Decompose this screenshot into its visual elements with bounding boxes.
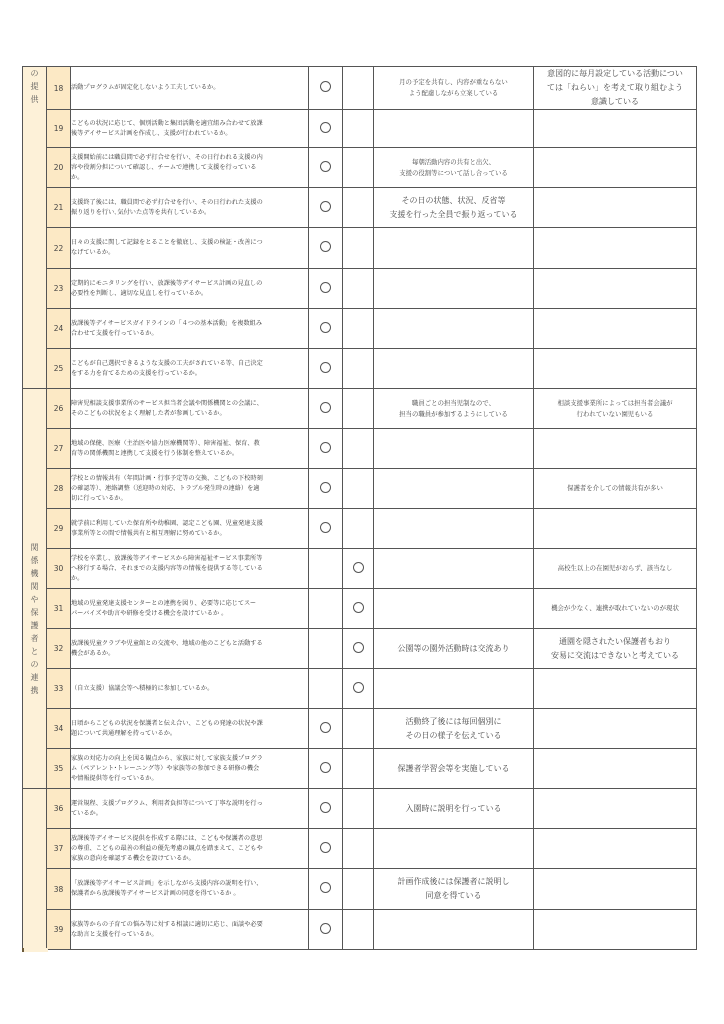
section-label-char: 者 [30, 633, 39, 643]
item-number: 21 [47, 188, 71, 228]
table-row [23, 269, 697, 309]
yes-check-cell[interactable] [309, 789, 343, 829]
yes-check-cell[interactable] [309, 269, 343, 309]
section-label-char: 機 [30, 568, 39, 578]
no-check-cell[interactable] [343, 309, 374, 349]
table-row [23, 67, 697, 110]
improvement-text [374, 589, 534, 629]
improvement-text [374, 429, 534, 469]
table-row [23, 910, 697, 950]
yes-check-cell[interactable] [309, 188, 343, 228]
text-line: 後等デイサービス計画を作成し、支援が行われているか。 [71, 129, 232, 137]
circle-mark-icon [320, 882, 331, 893]
text-line: 放課後児童クラブや児童館との交流や、地域の他のこどもと活動する [71, 639, 263, 647]
improvement-text [374, 309, 534, 349]
remarks-text [534, 869, 697, 910]
text-line: 保護者を介しての情報共有が多い [567, 484, 663, 492]
item-number: 28 [47, 469, 71, 509]
question-text [71, 429, 309, 469]
text-line: 入園時に説明を行っている [405, 803, 502, 813]
text-line: 学校を卒業し、放課後等デイサービスから障害福祉サービス事業所等 [71, 554, 263, 562]
circle-mark-icon [320, 201, 331, 212]
text-line: 同意を得ている [425, 891, 482, 900]
circle-mark-icon [353, 562, 364, 573]
text-line: 家族の意向を確認する機会を設けているか。 [71, 854, 195, 862]
improvement-text [374, 110, 534, 148]
remarks-text [534, 509, 697, 549]
circle-mark-icon [320, 161, 331, 172]
text-line: をする力を育てるための支援を行っているか。 [71, 369, 201, 377]
text-line: へ移行する場合、それまでの支援内容等の情報を提供する等している [71, 564, 263, 572]
yes-check-cell[interactable] [309, 349, 343, 389]
item-number: 36 [47, 789, 71, 829]
remarks-text [534, 349, 697, 389]
text-line: 月の予定を共有し、内容が重ならない [399, 78, 508, 86]
text-line: 合わせて支援を行っているか。 [71, 329, 158, 337]
text-line: その日の状態、状況、反省等 [401, 195, 506, 205]
text-line: 保護者学習会等を実施している [397, 763, 510, 773]
item-number: 30 [47, 549, 71, 589]
text-line: ては「ねらい」を考えて取り組むよう [547, 83, 683, 92]
improvement-text [374, 629, 534, 669]
circle-mark-icon [320, 282, 331, 293]
no-check-cell[interactable] [343, 67, 374, 110]
item-number: 37 [47, 829, 71, 869]
yes-check-cell[interactable] [309, 910, 343, 950]
circle-mark-icon [320, 122, 331, 133]
question-text [71, 749, 309, 789]
text-line: の確認等）、連絡調整（送迎時の対応、トラブル発生時の連絡）を適 [71, 484, 260, 492]
improvement-text [374, 910, 534, 950]
circle-mark-icon [320, 522, 331, 533]
text-line: こどもが自己選択できるような支援の工夫がされている等、自己決定 [71, 359, 263, 367]
circle-mark-icon [320, 241, 331, 252]
text-line: 機会があるか。 [71, 649, 115, 657]
table-row [23, 549, 697, 589]
text-line: なげているか。 [71, 249, 115, 256]
improvement-text [374, 789, 534, 829]
yes-check-cell[interactable] [309, 589, 343, 629]
improvement-text [374, 829, 534, 869]
no-check-cell[interactable] [343, 389, 374, 429]
text-line: パーバイズや助言や研修を受ける機会を設けているか 。 [71, 609, 228, 617]
section-label-char: 供 [30, 95, 39, 104]
improvement-text [374, 349, 534, 389]
yes-check-cell[interactable] [309, 148, 343, 188]
text-line: 学校との情報共有（年間計画・行事予定等の交換、こどもの下校時刻 [71, 474, 263, 482]
question-text [71, 269, 309, 309]
no-check-cell[interactable] [343, 549, 374, 589]
question-text [71, 67, 309, 110]
text-line: 定期的にモニタリングを行い、放課後等デイサービス計画の見直しの [71, 279, 263, 287]
text-line: 容や役割分担について確認し、チームで連携して支援を行っている [71, 163, 257, 171]
text-line: 意識している [591, 97, 639, 106]
item-number: 35 [47, 749, 71, 789]
improvement-text [374, 188, 534, 228]
section-label-char: 提 [30, 82, 39, 91]
question-text [71, 110, 309, 148]
text-line: 支援終了後には、職員間で必ず打合せを行い、その日行われた支援の [71, 198, 263, 206]
circle-mark-icon [320, 923, 331, 934]
no-check-cell[interactable] [343, 509, 374, 549]
text-line: 地域の保健、医療（主治医や協力医療機関等）、障害福祉、保育、教 [71, 439, 260, 447]
text-line: 行われていない園児もいる [576, 409, 654, 418]
text-line: 活動終了後には毎回個別に [405, 716, 502, 726]
text-line: 必要性を判断し、適切な見直しを行っているか。 [71, 289, 208, 297]
section-label-char: 係 [30, 555, 39, 565]
improvement-text [374, 228, 534, 269]
table-row [23, 188, 697, 228]
section-label-cell [23, 389, 47, 789]
text-line: 担当の職員が参加するようにしている [399, 409, 508, 418]
text-line: そのこどもの状況をよく理解した者が参画しているか。 [71, 409, 226, 417]
circle-mark-icon [353, 682, 364, 693]
table-row [23, 509, 697, 549]
text-line: 支援の役割等について話し合っている [399, 168, 508, 177]
question-text [71, 389, 309, 429]
question-text [71, 789, 309, 829]
yes-check-cell[interactable] [309, 509, 343, 549]
table-row [23, 829, 697, 869]
text-line: 公園等の園外活動時は交流あり [397, 643, 510, 653]
improvement-text [374, 269, 534, 309]
item-number: 18 [47, 67, 71, 110]
no-check-cell[interactable] [343, 910, 374, 950]
improvement-text [374, 389, 534, 429]
section-label-char: 携 [30, 685, 39, 695]
item-number: 19 [47, 110, 71, 148]
circle-mark-icon [320, 482, 331, 493]
yes-check-cell[interactable] [309, 869, 343, 910]
yes-check-cell[interactable] [309, 669, 343, 709]
no-check-cell[interactable] [343, 669, 374, 709]
no-check-cell[interactable] [343, 110, 374, 148]
remarks-text [534, 188, 697, 228]
yes-check-cell[interactable] [309, 67, 343, 110]
remarks-text [534, 469, 697, 509]
section-label-char: 連 [30, 672, 39, 682]
section-label-char: 関 [30, 581, 39, 591]
yes-check-cell[interactable] [309, 389, 343, 429]
table-row [23, 148, 697, 188]
text-line: こどもの状況に応じて、個別活動と集団活動を適宜組み合わせて放課 [71, 119, 263, 127]
remarks-text [534, 589, 697, 629]
table-row [23, 228, 697, 269]
yes-check-cell[interactable] [309, 549, 343, 589]
text-line: 職員ごとの担当児制なので、 [412, 398, 495, 407]
text-line: 放課後等デイサービス提供を作成する際には、こどもや保護者の意思 [71, 834, 263, 842]
no-check-cell[interactable] [343, 749, 374, 789]
text-line: 通園を隠されたい保護者もおり [559, 636, 671, 646]
text-line: 支援開始前には職員間で必ず打合せを行い、その日行われる支援の内 [71, 153, 263, 161]
text-line: 安易に交流はできないと考えている [551, 650, 679, 660]
no-check-cell[interactable] [343, 629, 374, 669]
question-text [71, 709, 309, 749]
no-check-cell[interactable] [343, 829, 374, 869]
text-line: 意図的に毎月設定している活動につい [547, 69, 683, 78]
no-check-cell[interactable] [343, 228, 374, 269]
question-text [71, 469, 309, 509]
improvement-text [374, 709, 534, 749]
text-line: ム（ペアレント･トレーニング等）や家族等の参加できる研修の機会 [71, 764, 260, 772]
question-text [71, 509, 309, 549]
text-line: 高校生以上の在園児がおらず、該当なし [557, 564, 673, 572]
no-check-cell[interactable] [343, 709, 374, 749]
circle-mark-icon [320, 802, 331, 813]
evaluation-table [22, 66, 697, 950]
circle-mark-icon [320, 322, 331, 333]
table-row [23, 789, 697, 829]
text-line: （自立支援）協議会等へ積極的に参加しているか。 [71, 684, 214, 692]
text-line: 振り返りを行い､気付いた点等を共有しているか。 [71, 208, 211, 216]
section-label-char: と [30, 646, 39, 656]
text-line: 計画作成後には保護者に説明し [397, 877, 510, 886]
item-number: 38 [47, 869, 71, 910]
remarks-text [534, 269, 697, 309]
text-line: 「放課後等デイサービス計画」を示しながら支援内容の説明を行い、 [71, 880, 263, 887]
question-text [71, 910, 309, 950]
remarks-text [534, 110, 697, 148]
text-line: か。 [71, 173, 84, 181]
text-line: 障害児相談支援事業所のサービス担当者会議や関係機関との会議に、 [71, 399, 263, 407]
table-row [23, 749, 697, 789]
improvement-text [374, 148, 534, 188]
question-text [71, 589, 309, 629]
section-label-char: の [30, 659, 39, 669]
no-check-cell[interactable] [343, 148, 374, 188]
item-number: 20 [47, 148, 71, 188]
improvement-text [374, 469, 534, 509]
section-label-char: 保 [30, 607, 39, 617]
circle-mark-icon [320, 842, 331, 853]
section-label-char: や [30, 594, 39, 604]
table-row [23, 469, 697, 509]
section-continuation [22, 948, 48, 952]
text-line: な助言と支援を行っているか。 [71, 930, 158, 938]
circle-mark-icon [320, 722, 331, 733]
text-line: 題について共通理解を持っているか。 [71, 729, 177, 737]
table-row [23, 709, 697, 749]
remarks-text [534, 309, 697, 349]
item-number: 29 [47, 509, 71, 549]
text-line: 放課後等デイサービスガイドラインの「４つの基本活動」を複数組み [71, 319, 263, 327]
no-check-cell[interactable] [343, 429, 374, 469]
item-number: 22 [47, 228, 71, 269]
item-number: 34 [47, 709, 71, 749]
circle-mark-icon [320, 402, 331, 413]
remarks-text [534, 67, 697, 110]
circle-mark-icon [353, 602, 364, 613]
question-text [71, 829, 309, 869]
text-line: その日の様子を伝えている [405, 730, 502, 740]
text-line: 切に行っているか。 [71, 494, 127, 502]
text-line: 地域の児童発達支援センターとの連携を図り、必要等に応じてスー [71, 599, 257, 607]
question-text [71, 669, 309, 709]
text-line: 家族等からの子育ての悩み等に対する相談に適切に応じ、面談や必要 [71, 920, 263, 928]
question-text [71, 869, 309, 910]
section-label-cell [23, 789, 47, 950]
text-line: 機会が少なく、連携が取れていないのが現状 [551, 604, 679, 612]
item-number: 27 [47, 429, 71, 469]
yes-check-cell[interactable] [309, 469, 343, 509]
text-line: か。 [71, 574, 84, 582]
table-row [23, 629, 697, 669]
question-text [71, 148, 309, 188]
text-line: 家族の対応力の向上を図る観点から、家族に対して家族支援プログラ [71, 754, 263, 762]
item-number: 31 [47, 589, 71, 629]
table-row [23, 110, 697, 148]
table-row [23, 389, 697, 429]
no-check-cell[interactable] [343, 469, 374, 509]
yes-check-cell[interactable] [309, 429, 343, 469]
no-check-cell[interactable] [343, 789, 374, 829]
text-line: 日々の支援に関して記録をとることを徹底し、支援の検証・改善につ [71, 239, 263, 246]
text-line: 相談支援事業所によっては担当者会議が [557, 398, 673, 407]
table-row [23, 349, 697, 389]
circle-mark-icon [320, 442, 331, 453]
text-line: 支援を行った全員で振り返っている [389, 209, 518, 219]
text-line: 日頃からこどもの状況を保護者と伝え合い、こどもの発達の状況や課 [71, 719, 263, 727]
table-row [23, 589, 697, 629]
item-number: 24 [47, 309, 71, 349]
section-label-cell [23, 67, 47, 389]
remarks-text [534, 629, 697, 669]
circle-mark-icon [320, 762, 331, 773]
item-number: 25 [47, 349, 71, 389]
item-number: 39 [47, 910, 71, 950]
yes-check-cell[interactable] [309, 749, 343, 789]
text-line: 保護者から放課後等デイサービス計画の同意を得ているか 。 [71, 890, 240, 897]
remarks-text [534, 549, 697, 589]
text-line: の尊重、こどもの最善の利益の優先考慮の観点を踏まえて、こどもや [71, 844, 263, 852]
improvement-text [374, 669, 534, 709]
table-row [23, 869, 697, 910]
remarks-text [534, 429, 697, 469]
yes-check-cell[interactable] [309, 228, 343, 269]
no-check-cell[interactable] [343, 349, 374, 389]
question-text [71, 228, 309, 269]
question-text [71, 309, 309, 349]
text-line: 育等の関係機関と連携して支援を行う体制を整えているか。 [71, 449, 239, 457]
yes-check-cell[interactable] [309, 829, 343, 869]
table-row [23, 669, 697, 709]
text-line: 活動プログラムが固定化しないよう工夫しているか。 [71, 84, 220, 91]
text-line: 就学前に利用していた保育所や幼稚園、認定こども園、児童発達支援 [71, 519, 263, 527]
item-number: 23 [47, 269, 71, 309]
question-text [71, 349, 309, 389]
improvement-text [374, 549, 534, 589]
remarks-text [534, 829, 697, 869]
remarks-text [534, 389, 697, 429]
section-label-char: 関 [30, 542, 39, 552]
text-line: ているか。 [71, 809, 102, 817]
section-label-char: の [30, 69, 39, 78]
item-number: 26 [47, 389, 71, 429]
no-check-cell[interactable] [343, 589, 374, 629]
yes-check-cell[interactable] [309, 309, 343, 349]
yes-check-cell[interactable] [309, 110, 343, 148]
circle-mark-icon [320, 81, 331, 92]
improvement-text [374, 67, 534, 110]
improvement-text [374, 869, 534, 910]
table-row [23, 429, 697, 469]
remarks-text [534, 228, 697, 269]
text-line: よう配慮しながら立案している [408, 89, 499, 97]
remarks-text [534, 789, 697, 829]
remarks-text [534, 669, 697, 709]
text-line: 毎朝活動内容の共有と出欠、 [411, 157, 496, 166]
remarks-text [534, 709, 697, 749]
item-number: 33 [47, 669, 71, 709]
no-check-cell[interactable] [343, 188, 374, 228]
question-text [71, 549, 309, 589]
text-line: や情報提供等を行っているか。 [71, 774, 158, 782]
item-number: 32 [47, 629, 71, 669]
improvement-text [374, 749, 534, 789]
circle-mark-icon [320, 362, 331, 373]
circle-mark-icon [353, 642, 364, 653]
text-line: 運営規程、支援プログラム、利用者負担等について丁寧な説明を行っ [71, 799, 263, 807]
remarks-text [534, 148, 697, 188]
no-check-cell[interactable] [343, 269, 374, 309]
table-row [23, 309, 697, 349]
remarks-text [534, 910, 697, 950]
text-line: 事業所等との間で情報共有と相互理解に努めているか。 [71, 529, 226, 537]
remarks-text [534, 749, 697, 789]
yes-check-cell[interactable] [309, 629, 343, 669]
improvement-text [374, 509, 534, 549]
section-label-char: 護 [30, 620, 39, 630]
yes-check-cell[interactable] [309, 709, 343, 749]
question-text [71, 629, 309, 669]
question-text [71, 188, 309, 228]
no-check-cell[interactable] [343, 869, 374, 910]
